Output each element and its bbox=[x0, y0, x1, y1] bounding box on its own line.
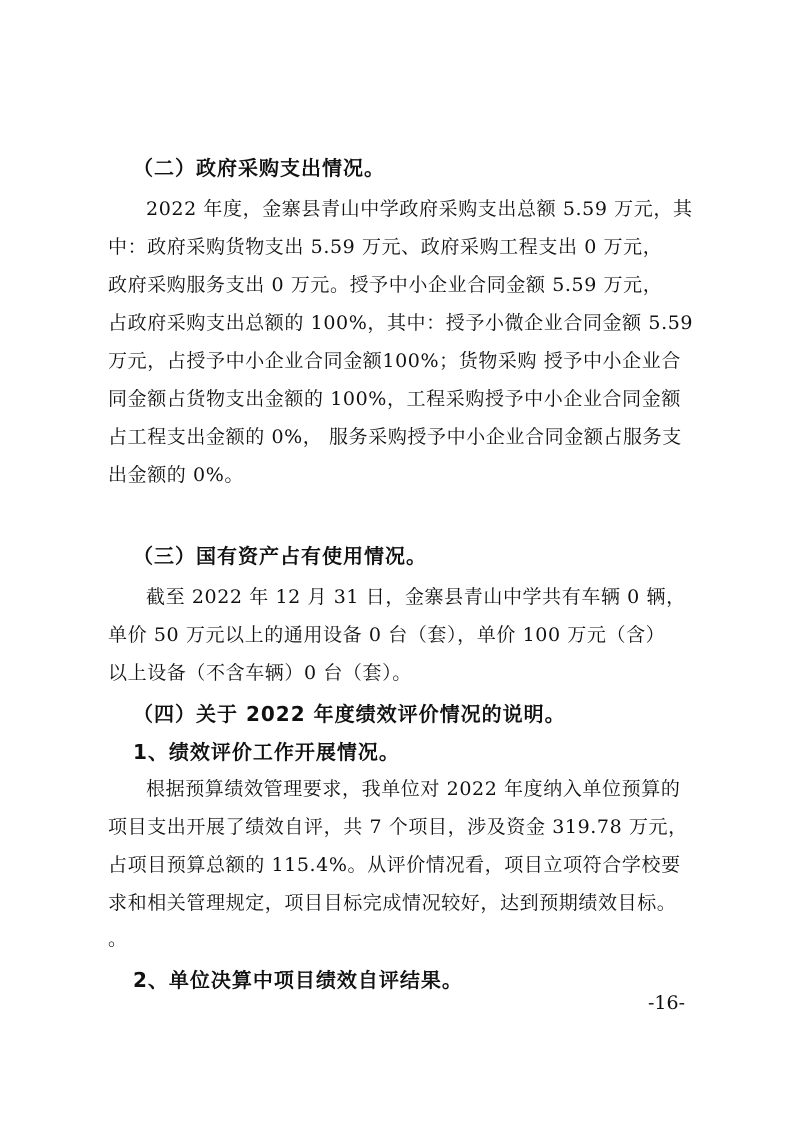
paragraph-line: 占工程支出金额的 0%， 服务采购授予中小企业合同金额占服务支 bbox=[108, 426, 682, 448]
paragraph-line: 截至 2022 年 12 月 31 日，金寨县青山中学共有车辆 0 辆， bbox=[146, 586, 686, 608]
paragraph-line: 中：政府采购货物支出 5.59 万元、政府采购工程支出 0 万元， bbox=[108, 236, 663, 258]
section-heading-performance: （四）关于 2022 年度绩效评价情况的说明。 bbox=[133, 702, 566, 726]
section-heading-assets: （三）国有资产占有使用情况。 bbox=[133, 544, 427, 568]
paragraph-line: 出金额的 0%。 bbox=[108, 464, 244, 486]
paragraph-line: 项目支出开展了绩效自评，共 7 个项目，涉及资金 319.78 万元， bbox=[108, 816, 688, 838]
paragraph-line: 同金额占货物支出金额的 100%，工程采购授予中小企业合同金额 bbox=[108, 388, 681, 410]
page-number: -16- bbox=[648, 992, 686, 1014]
paragraph-line: 单价 50 万元以上的通用设备 0 台（套），单价 100 万元（含） bbox=[108, 624, 666, 646]
paragraph-line: 占政府采购支出总额的 100%，其中：授予小微企业合同金额 5.59 bbox=[108, 312, 694, 334]
paragraph-line: 政府采购服务支出 0 万元。授予中小企业合同金额 5.59 万元， bbox=[108, 274, 663, 296]
paragraph-line: 。 bbox=[108, 928, 128, 950]
paragraph-line: 以上设备（不含车辆）0 台（套）。 bbox=[108, 662, 412, 684]
paragraph-line: 万元，占授予中小企业合同金额100%；货物采购 授予中小企业合 bbox=[108, 350, 681, 372]
paragraph-line: 占项目预算总额的 115.4%。从评价情况看，项目立项符合学校要 bbox=[108, 854, 681, 876]
subsection-heading-evaluation: 1、绩效评价工作开展情况。 bbox=[133, 740, 400, 764]
subsection-heading-results: 2、单位决算中项目绩效自评结果。 bbox=[133, 968, 463, 992]
section-heading-procurement: （二）政府采购支出情况。 bbox=[133, 156, 385, 180]
paragraph-line: 根据预算绩效管理要求，我单位对 2022 年度纳入单位预算的 bbox=[146, 778, 681, 800]
paragraph-line: 求和相关管理规定，项目目标完成情况较好，达到预期绩效目标。 bbox=[108, 892, 677, 914]
paragraph-line: 2022 年度，金寨县青山中学政府采购支出总额 5.59 万元，其 bbox=[146, 198, 693, 220]
